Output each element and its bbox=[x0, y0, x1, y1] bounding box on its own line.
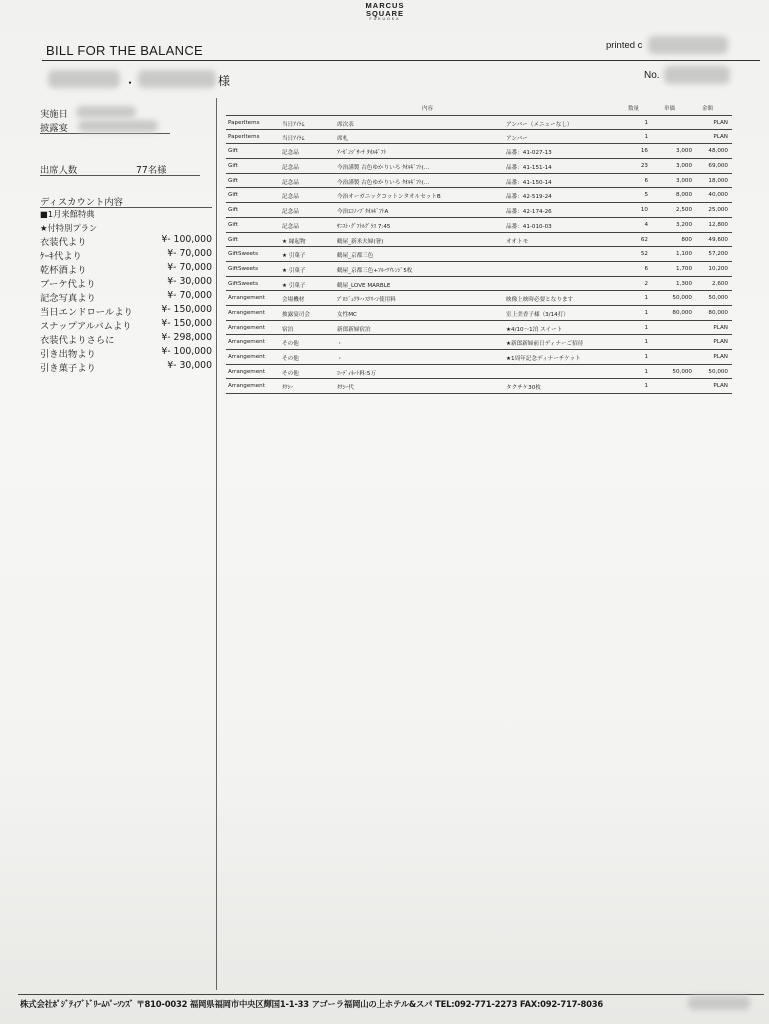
item-qty: 4 bbox=[644, 221, 648, 228]
banquet-label: 披露宴 bbox=[40, 123, 68, 134]
item-qty: 23 bbox=[640, 163, 648, 170]
item-amount: PLAN bbox=[713, 324, 728, 331]
item-name: ・ bbox=[337, 356, 343, 362]
item-unit-price: 50,000 bbox=[672, 295, 692, 302]
table-row bbox=[226, 379, 732, 394]
discount-note: ★付特別プラン bbox=[40, 223, 98, 233]
item-name: 席次表 bbox=[337, 122, 354, 128]
item-amount: 50,000 bbox=[708, 368, 728, 375]
item-category: GiftSweets bbox=[228, 251, 259, 258]
item-category: Gift bbox=[228, 207, 238, 214]
item-amount: 40,000 bbox=[708, 192, 728, 199]
item-note: オオトモ bbox=[506, 238, 529, 245]
table-row bbox=[226, 233, 732, 248]
item-name: ｺｰﾃﾞｨﾈｰﾄ料:5万 bbox=[337, 370, 377, 377]
item-qty: 6 bbox=[644, 265, 648, 272]
discount-amount: ¥- 30,000 bbox=[167, 276, 212, 287]
page-title: BILL FOR THE BALANCE bbox=[46, 43, 203, 58]
discount-row bbox=[40, 360, 212, 374]
item-amount: 2,600 bbox=[711, 280, 728, 287]
table-row bbox=[226, 188, 732, 203]
table-row bbox=[226, 159, 732, 174]
table-body bbox=[226, 115, 732, 394]
discount-title-row bbox=[40, 194, 212, 208]
guest-separator: ・ bbox=[124, 76, 137, 90]
item-note: 室上美香子様（3/14打） bbox=[506, 311, 569, 318]
table-header bbox=[226, 101, 732, 115]
item-type: その他 bbox=[282, 356, 299, 362]
discount-amount: ¥- 100,000 bbox=[161, 234, 212, 245]
discount-row bbox=[40, 332, 212, 346]
item-unit-price: 2,500 bbox=[675, 207, 692, 214]
guest-honorific: 様 bbox=[218, 74, 231, 88]
item-qty: 1 bbox=[644, 354, 648, 360]
table-row bbox=[226, 277, 732, 292]
item-unit-price: 1,100 bbox=[675, 251, 692, 258]
discount-label: 引き菓子より bbox=[40, 363, 96, 374]
marcus-square-logo bbox=[340, 2, 430, 22]
item-amount: PLAN bbox=[713, 354, 728, 360]
item-category: Gift bbox=[228, 148, 238, 155]
item-category: Arrangement bbox=[228, 354, 265, 360]
discount-row bbox=[40, 346, 212, 360]
item-category: Arrangement bbox=[228, 295, 265, 302]
item-category: PaperItems bbox=[228, 120, 260, 126]
item-amount: 18,000 bbox=[708, 177, 728, 184]
discount-row bbox=[40, 262, 212, 276]
item-name: 鶴屋_LOVE MARBLE bbox=[337, 282, 391, 289]
item-category: Arrangement bbox=[228, 383, 265, 390]
item-name: 女性MC bbox=[337, 311, 357, 318]
discount-row bbox=[40, 304, 212, 318]
discount-row bbox=[40, 290, 212, 304]
item-name: ｻﾆｽﾄ･ｸﾞﾌﾄﾙｸﾞﾗｽ 7:45 bbox=[337, 223, 391, 230]
item-category: Arrangement bbox=[228, 324, 265, 331]
item-category: PaperItems bbox=[228, 133, 260, 140]
item-category: Arrangement bbox=[228, 309, 265, 316]
item-note: アンバー bbox=[506, 135, 528, 142]
item-type: 当日ｱｲﾃﾑ bbox=[282, 122, 305, 128]
item-type: その他 bbox=[282, 341, 299, 348]
summary-panel bbox=[40, 106, 212, 374]
item-amount: PLAN bbox=[713, 133, 728, 140]
item-name: 鶴屋_京都三色+ﾌﾙｰﾂｱﾚﾝｼﾞ5枚 bbox=[337, 267, 413, 274]
discount-row bbox=[40, 318, 212, 332]
item-name: ｱｰｶﾞﾝｼﾞｻｰﾁ ﾀｵﾙｷﾞﾌﾄ bbox=[337, 150, 387, 157]
ceremony-date-row bbox=[40, 106, 212, 120]
discount-label: 衣装代よりさらに bbox=[40, 335, 115, 346]
discount-note: ■1月来館特典 bbox=[40, 209, 95, 219]
item-note: ★4/10～1泊 スイート bbox=[506, 326, 563, 333]
item-amount: 69,000 bbox=[708, 163, 728, 170]
table-row bbox=[226, 350, 732, 365]
discount-title: ディスカウント内容 bbox=[40, 197, 123, 208]
item-amount: 80,000 bbox=[708, 309, 728, 316]
item-qty: 1 bbox=[644, 120, 648, 126]
item-unit-price: 1,700 bbox=[675, 265, 692, 272]
item-qty: 62 bbox=[640, 236, 648, 243]
redacted-footer-tail bbox=[688, 996, 750, 1010]
discount-amount: ¥- 70,000 bbox=[167, 262, 212, 273]
printed-label: printed c bbox=[606, 40, 643, 51]
item-amount: 25,000 bbox=[708, 207, 728, 214]
discount-amount: ¥- 150,000 bbox=[161, 318, 212, 329]
item-type: ★ 引菓子 bbox=[282, 282, 306, 289]
item-amount: 57,200 bbox=[708, 251, 728, 258]
item-type: ★ 引菓子 bbox=[282, 253, 306, 260]
item-qty: 2 bbox=[644, 280, 648, 287]
item-type: 当日ｱｲﾃﾑ bbox=[282, 135, 305, 142]
item-amount: PLAN bbox=[713, 339, 728, 346]
item-name: 新郎新婦宿泊 bbox=[337, 326, 371, 333]
item-qty: 1 bbox=[644, 339, 648, 346]
item-amount: 50,000 bbox=[708, 295, 728, 302]
item-note: タクチケ30枚 bbox=[506, 385, 541, 392]
item-name: 今治謹製 古色ゆかりいろ ﾀｵﾙｷﾞﾌﾄ(... bbox=[337, 179, 430, 186]
redacted-bride-name bbox=[138, 70, 216, 88]
logo-line-2: SQUARE bbox=[365, 8, 405, 18]
item-qty: 6 bbox=[644, 177, 648, 184]
item-category: Gift bbox=[228, 236, 238, 243]
item-category: Gift bbox=[228, 221, 238, 228]
item-unit-price: 80,000 bbox=[672, 309, 692, 316]
item-note: 品番：41-151-14 bbox=[506, 165, 552, 172]
table-row bbox=[226, 262, 732, 277]
item-category: Arrangement bbox=[228, 368, 265, 375]
ceremony-date-label: 実施日 bbox=[40, 109, 68, 120]
discount-label: 当日エンドロールより bbox=[40, 307, 133, 318]
item-note: アンバー（メニューなし） bbox=[506, 122, 573, 128]
item-qty: 10 bbox=[640, 207, 648, 214]
item-category: GiftSweets bbox=[228, 280, 259, 287]
discount-row bbox=[40, 248, 212, 262]
item-unit-price: 50,000 bbox=[672, 368, 692, 375]
item-unit-price: 3,000 bbox=[675, 177, 692, 184]
item-amount: PLAN bbox=[713, 383, 728, 390]
discount-amount: ¥- 70,000 bbox=[167, 290, 212, 301]
item-qty: 1 bbox=[644, 133, 648, 140]
item-name: 鶴屋_京都三色 bbox=[337, 253, 374, 260]
item-type: 記念品 bbox=[282, 194, 299, 201]
item-type: 記念品 bbox=[282, 223, 299, 230]
item-note: ★新郎新婦前日ディナーご招待 bbox=[506, 341, 584, 348]
item-unit-price: 3,000 bbox=[675, 163, 692, 170]
logo-line-1: MARCUS bbox=[365, 1, 405, 10]
redacted-ceremony-date bbox=[76, 106, 136, 118]
discount-label: 引き出物より bbox=[40, 349, 96, 360]
redacted-groom-name bbox=[48, 70, 120, 88]
item-type: 会場機材 bbox=[282, 297, 305, 304]
table-row bbox=[226, 247, 732, 262]
footer-divider bbox=[18, 994, 764, 995]
item-note: 品番：42-174-26 bbox=[506, 209, 552, 216]
item-qty: 1 bbox=[644, 295, 648, 302]
item-type: 記念品 bbox=[282, 150, 299, 157]
title-divider bbox=[42, 60, 760, 61]
table-row bbox=[226, 144, 732, 159]
header-qty: 数量 bbox=[628, 106, 640, 112]
item-note: 品番：41-150-14 bbox=[506, 179, 552, 186]
discount-label: 衣装代より bbox=[40, 237, 87, 248]
table-row bbox=[226, 115, 732, 130]
item-type: 宿泊 bbox=[282, 326, 294, 333]
redacted-printed-date bbox=[648, 36, 728, 54]
header-unit-price: 単価 bbox=[664, 106, 676, 112]
discount-label: 記念写真より bbox=[40, 293, 96, 304]
discount-amount: ¥- 100,000 bbox=[161, 346, 212, 357]
item-note: 品番：41-010-03 bbox=[506, 223, 552, 230]
item-name: ・ bbox=[337, 341, 343, 348]
item-type: 記念品 bbox=[282, 165, 299, 172]
table-row bbox=[226, 203, 732, 218]
logo-line-3: FUKUOKA bbox=[369, 17, 401, 21]
item-note: ★1周年記念ディナーチケット bbox=[506, 356, 581, 362]
item-name: 今治オーガニックコットンタオルセットB bbox=[337, 194, 441, 201]
discount-amount: ¥- 30,000 bbox=[167, 360, 212, 371]
item-qty: 52 bbox=[640, 251, 648, 258]
table-row bbox=[226, 130, 732, 145]
item-name: ﾌﾟﾛｼﾞｪｸﾀｰ･ｽｸﾘｰﾝ使用料 bbox=[337, 297, 396, 304]
table-row bbox=[226, 218, 732, 233]
item-type: 披露宴司会 bbox=[282, 311, 310, 318]
item-type: 記念品 bbox=[282, 209, 299, 216]
item-qty: 1 bbox=[644, 383, 648, 390]
item-type: ★ 引菓子 bbox=[282, 267, 306, 274]
item-category: Gift bbox=[228, 177, 238, 184]
item-qty: 1 bbox=[644, 309, 648, 316]
item-type: 記念品 bbox=[282, 179, 299, 186]
redacted-banquet-hall bbox=[78, 120, 158, 132]
discount-amount: ¥- 298,000 bbox=[161, 332, 212, 343]
item-amount: PLAN bbox=[713, 120, 728, 126]
company-footer: 株式会社ﾎﾟｼﾞﾃｨﾌﾞﾄﾞﾘｰﾑﾊﾟｰｿﾝｽﾞ 〒810-0032 福岡県福岡市中央区輝国1-1-33 アゴーラ福岡山の上ホテル&スパ TEL:092-771-2273 FAX:092-717-8036 bbox=[20, 999, 603, 1009]
item-name: 鶴屋_新米夫婦(箸) bbox=[337, 238, 384, 245]
item-type: その他 bbox=[282, 370, 299, 377]
item-unit-price: 3,000 bbox=[675, 148, 692, 155]
item-note: 映像上映時必要となります bbox=[506, 297, 574, 304]
discount-amount: ¥- 150,000 bbox=[161, 304, 212, 315]
table-row bbox=[226, 365, 732, 380]
item-amount: 12,800 bbox=[708, 221, 728, 228]
table-row bbox=[226, 291, 732, 306]
item-unit-price: 1,300 bbox=[675, 280, 692, 287]
item-qty: 5 bbox=[644, 192, 648, 199]
header-content: 内容 bbox=[422, 106, 434, 112]
discount-amount: ¥- 70,000 bbox=[167, 248, 212, 259]
guest-count-row bbox=[40, 162, 200, 176]
discount-label: ブーケ代より bbox=[40, 279, 96, 290]
discount-label: スナップアルバムより bbox=[40, 321, 132, 332]
table-row bbox=[226, 306, 732, 321]
item-name: 今治謹製 古色ゆかりいろ ﾀｵﾙｷﾞﾌﾄ(... bbox=[337, 165, 430, 172]
item-name: 席札 bbox=[337, 135, 349, 142]
item-type: ★ 縁起物 bbox=[282, 238, 306, 245]
item-qty: 1 bbox=[644, 324, 648, 331]
item-name: 今治ｴｺﾉｰﾌﾞﾀｵﾙｷﾞﾌﾄA bbox=[337, 209, 389, 216]
item-name: ﾀｸｼｰ代 bbox=[337, 385, 354, 392]
item-category: Arrangement bbox=[228, 339, 265, 346]
item-note: 品番：42-519-24 bbox=[506, 194, 552, 201]
item-category: Gift bbox=[228, 192, 238, 199]
guest-count-value: 77名様 bbox=[136, 165, 167, 176]
table-row bbox=[226, 335, 732, 350]
discount-row bbox=[40, 234, 212, 248]
column-divider bbox=[216, 98, 217, 990]
item-amount: 49,600 bbox=[708, 236, 728, 243]
item-category: Gift bbox=[228, 163, 238, 170]
item-amount: 48,000 bbox=[708, 148, 728, 155]
redacted-bill-number bbox=[664, 66, 730, 84]
header-amount: 金額 bbox=[702, 106, 714, 112]
discount-row bbox=[40, 276, 212, 290]
item-unit-price: 3,200 bbox=[675, 221, 692, 228]
item-note: 品番：41-027-13 bbox=[506, 150, 552, 157]
table-row bbox=[226, 321, 732, 336]
table-row bbox=[226, 174, 732, 189]
item-unit-price: 800 bbox=[681, 236, 692, 243]
banquet-row bbox=[40, 120, 170, 134]
item-category: GiftSweets bbox=[228, 265, 259, 272]
discount-list bbox=[40, 234, 212, 374]
bill-number-label: No. bbox=[644, 70, 660, 81]
line-items-table bbox=[226, 101, 732, 394]
item-amount: 10,200 bbox=[708, 265, 728, 272]
discount-label: ｹｰｷ代より bbox=[40, 251, 82, 262]
guest-count-label: 出席人数 bbox=[40, 165, 78, 176]
discount-label: 乾杯酒より bbox=[40, 265, 87, 276]
item-type: ﾀｸｼｰ bbox=[282, 385, 294, 392]
item-qty: 16 bbox=[640, 148, 648, 155]
item-unit-price: 8,000 bbox=[675, 192, 692, 199]
item-qty: 1 bbox=[644, 368, 648, 375]
